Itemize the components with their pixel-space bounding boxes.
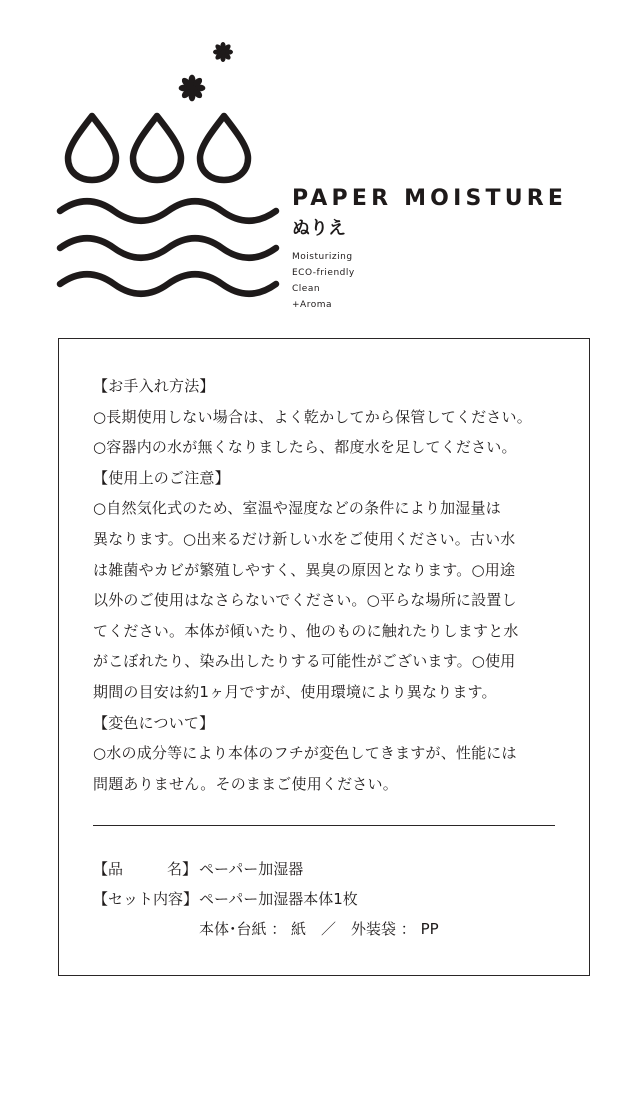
text-line: ○容器内の水が無くなりましたら、都度水を足してください。 xyxy=(93,438,517,457)
section-heading: 【お手入れ方法】 xyxy=(93,377,215,395)
spec-key-char: 品 xyxy=(108,860,124,878)
flower-icon xyxy=(213,42,233,62)
water-drop-icon xyxy=(133,116,181,180)
feature-item: Moisturizing xyxy=(292,252,353,262)
spec-key xyxy=(93,884,197,914)
divider xyxy=(93,825,555,826)
brand-title: PAPER MOISTURE xyxy=(292,186,568,211)
text-line: 以外のご使用はなさらないでください。○平らな場所に設置し xyxy=(93,591,517,610)
spec-row-product-name xyxy=(93,854,439,884)
text-line: がこぼれたり、染み出したりする可能性がございます。○使用 xyxy=(93,652,516,671)
bracket-open: 【 xyxy=(93,890,109,908)
spec-key-char: 名 xyxy=(166,860,182,878)
instructions-text xyxy=(93,371,563,799)
spec-value: ペーパー加湿器本体1枚 xyxy=(199,890,358,908)
instructions-panel xyxy=(58,338,590,976)
water-drop-icon xyxy=(68,116,116,180)
spec-block xyxy=(93,854,439,944)
text-line: は雑菌やカビが繁殖しやすく、異臭の原因となります。○用途 xyxy=(93,560,516,579)
water-drop-icon xyxy=(200,116,248,180)
spec-key-label: セット内容 xyxy=(108,890,184,908)
spec-row-set-contents xyxy=(93,884,439,914)
bracket-close: 】 xyxy=(183,890,199,908)
text-line: てください。本体が傾いたり、他のものに触れたりしますと水 xyxy=(93,621,519,640)
wave-icon xyxy=(60,201,276,221)
wave-icon xyxy=(60,274,276,294)
feature-item: ECO-friendly xyxy=(292,268,355,278)
text-line: ○自然気化式のため、室温や湿度などの条件により加湿量は xyxy=(93,499,501,518)
feature-list xyxy=(292,249,567,313)
text-line: 期間の目安は約1ヶ月ですが、使用環境により異なります。 xyxy=(93,682,497,701)
wave-icon xyxy=(60,238,276,258)
feature-item: Clean xyxy=(292,284,321,294)
spec-key xyxy=(93,854,197,884)
section-heading: 【変色について】 xyxy=(93,713,215,732)
brand-subtitle: ぬりえ xyxy=(292,218,346,239)
text-line: 問題ありません。そのままご使用ください。 xyxy=(93,774,398,793)
feature-item: +Aroma xyxy=(292,300,332,310)
bracket-close: 】 xyxy=(181,860,197,878)
brand-block xyxy=(292,186,567,313)
bracket-open: 【 xyxy=(93,860,109,878)
flower-icon xyxy=(179,75,206,102)
material-line: 本体･台紙 ： 紙 ／ 外装袋 ： PP xyxy=(199,920,439,938)
section-heading: 【使用上のご注意】 xyxy=(93,468,230,487)
text-line: ○水の成分等により本体のフチが変色してきますが、性能には xyxy=(93,744,517,763)
text-line: 異なります。○出来るだけ新しい水をご使用ください。古い水 xyxy=(93,529,516,548)
spec-value: ペーパー加湿器 xyxy=(199,860,304,878)
brand-logo xyxy=(50,36,290,316)
text-line: ○長期使用しない場合は、よく乾かしてから保管してください。 xyxy=(93,407,532,426)
